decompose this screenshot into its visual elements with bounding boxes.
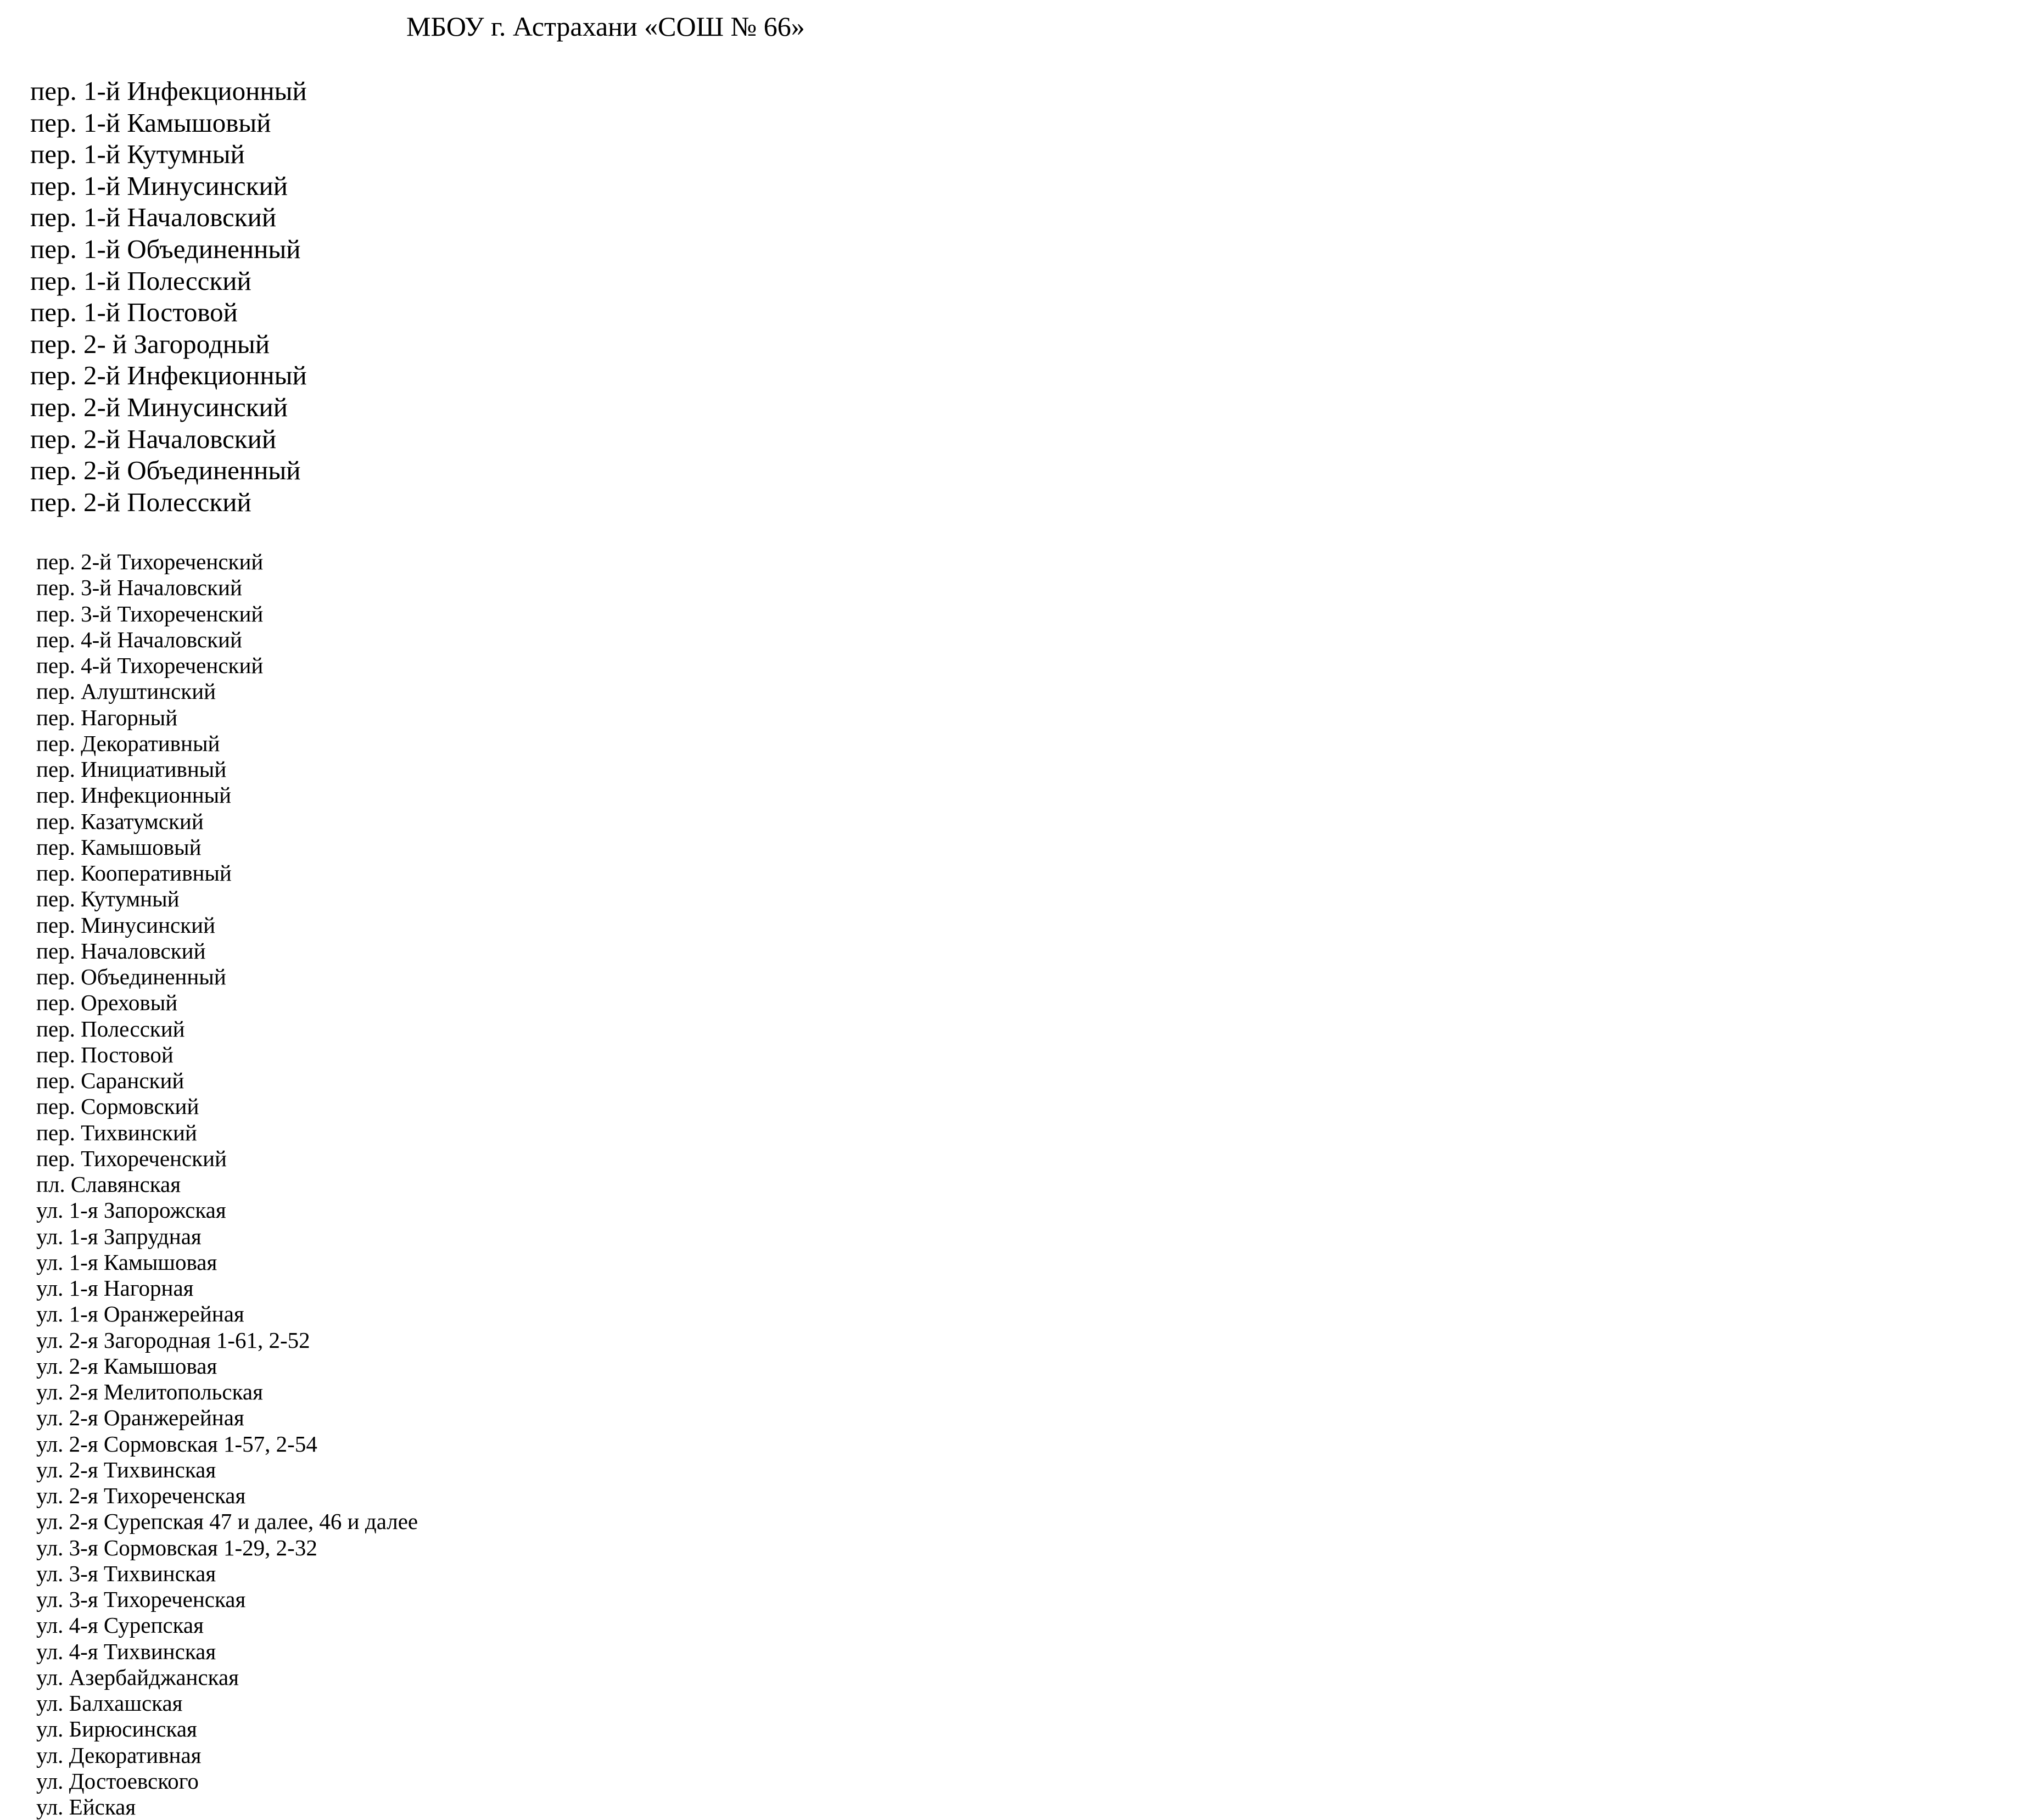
- list-item: ул. 2-я Сормовская 1-57, 2-54: [36, 1431, 317, 1457]
- list-item: пер. 2-й Объединенный: [30, 455, 301, 486]
- list-item: ул. 4-я Тихвинская: [36, 1638, 216, 1664]
- list-item: пер. Полесский: [36, 1016, 185, 1041]
- list-item: ул. 2-я Мелитопольская: [36, 1379, 263, 1404]
- list-item: пер. Ореховый: [36, 990, 178, 1016]
- page-title: МБОУ г. Астрахани «СОШ № 66»: [406, 11, 805, 42]
- list-item: пер. Камышовый: [36, 834, 202, 860]
- list-item: пер. 4-й Тихореченский: [36, 653, 264, 678]
- list-item: пер. Кооперативный: [36, 860, 232, 886]
- list-item: ул. Декоративная: [36, 1742, 202, 1768]
- list-item: ул. 1-я Запрудная: [36, 1223, 202, 1249]
- list-item: пер. 2-й Минусинский: [30, 391, 288, 422]
- list-item: пер. 1-й Началовский: [30, 202, 277, 233]
- list-item: ул. Бирюсинская: [36, 1716, 197, 1742]
- list-item: ул. Достоевского: [36, 1768, 199, 1794]
- street-list-part-1: [30, 75, 307, 518]
- list-item: ул. Азербайджанская: [36, 1664, 239, 1690]
- list-item: пер. Минусинский: [36, 912, 216, 938]
- list-item: пер. Саранский: [36, 1068, 184, 1093]
- list-item: ул. 1-я Нагорная: [36, 1275, 194, 1301]
- list-item: ул. 2-я Сурепская 47 и далее, 46 и далее: [36, 1509, 418, 1535]
- list-item: ул. Ейская: [36, 1794, 136, 1819]
- list-item: пер. Сормовский: [36, 1094, 199, 1119]
- list-item: пер. 1-й Полесский: [30, 265, 251, 296]
- list-item: пер. 2-й Полесский: [30, 486, 251, 517]
- list-item: пер. Объединенный: [36, 964, 226, 989]
- street-list-part-2: [36, 549, 418, 1820]
- list-item: пер. Тихвинский: [36, 1119, 197, 1145]
- list-item: пер. 1-й Постовой: [30, 297, 238, 328]
- list-item: пер. Нагорный: [36, 704, 178, 730]
- list-item: пер. Алуштинский: [36, 679, 216, 704]
- list-item: пер. Кутумный: [36, 886, 180, 912]
- list-item: ул. Балхашская: [36, 1690, 183, 1716]
- list-item: пер. 3-й Тихореченский: [36, 601, 264, 626]
- list-item: пер. Постовой: [36, 1041, 174, 1067]
- list-item: ул. 2-я Тихореченская: [36, 1483, 246, 1508]
- list-item: ул. 2-я Загородная 1-61, 2-52: [36, 1327, 310, 1353]
- list-item: пер. 2-й Началовский: [30, 423, 277, 454]
- list-item: пер. Началовский: [36, 938, 206, 964]
- list-item: пер. 4-й Началовский: [36, 626, 242, 652]
- list-item: ул. 4-я Сурепская: [36, 1612, 204, 1638]
- list-item: ул. 1-я Оранжерейная: [36, 1301, 244, 1327]
- list-item: ул. 1-я Запорожская: [36, 1197, 226, 1223]
- list-item: ул. 3-я Тихореченская: [36, 1587, 246, 1612]
- list-item: ул. 2-я Камышовая: [36, 1353, 217, 1379]
- list-item: пер. Инфекционный: [36, 782, 232, 808]
- list-item: пер. Декоративный: [36, 730, 220, 756]
- list-item: пер. Тихореченский: [36, 1145, 227, 1171]
- list-item: пер. 2-й Инфекционный: [30, 360, 307, 391]
- list-item: ул. 2-я Тихвинская: [36, 1457, 216, 1482]
- list-item: пер. Инициативный: [36, 757, 227, 782]
- list-item: пер. Казатумский: [36, 808, 204, 834]
- list-item: пер. 2-й Тихореченский: [36, 549, 264, 574]
- list-item: ул. 3-я Тихвинская: [36, 1560, 216, 1586]
- list-item: пер. 1-й Инфекционный: [30, 76, 307, 106]
- list-item: ул. 2-я Оранжерейная: [36, 1405, 244, 1431]
- list-item: пер. 1-й Объединенный: [30, 233, 301, 264]
- list-item: пл. Славянская: [36, 1172, 181, 1197]
- list-item: пер. 1-й Минусинский: [30, 170, 288, 201]
- list-item: ул. 3-я Сормовская 1-29, 2-32: [36, 1535, 317, 1560]
- list-item: пер. 2- й Загородный: [30, 328, 270, 359]
- list-item: пер. 3-й Началовский: [36, 575, 242, 601]
- list-item: пер. 1-й Кутумный: [30, 139, 245, 170]
- list-item: ул. 1-я Камышовая: [36, 1249, 217, 1275]
- list-item: пер. 1-й Камышовый: [30, 107, 271, 138]
